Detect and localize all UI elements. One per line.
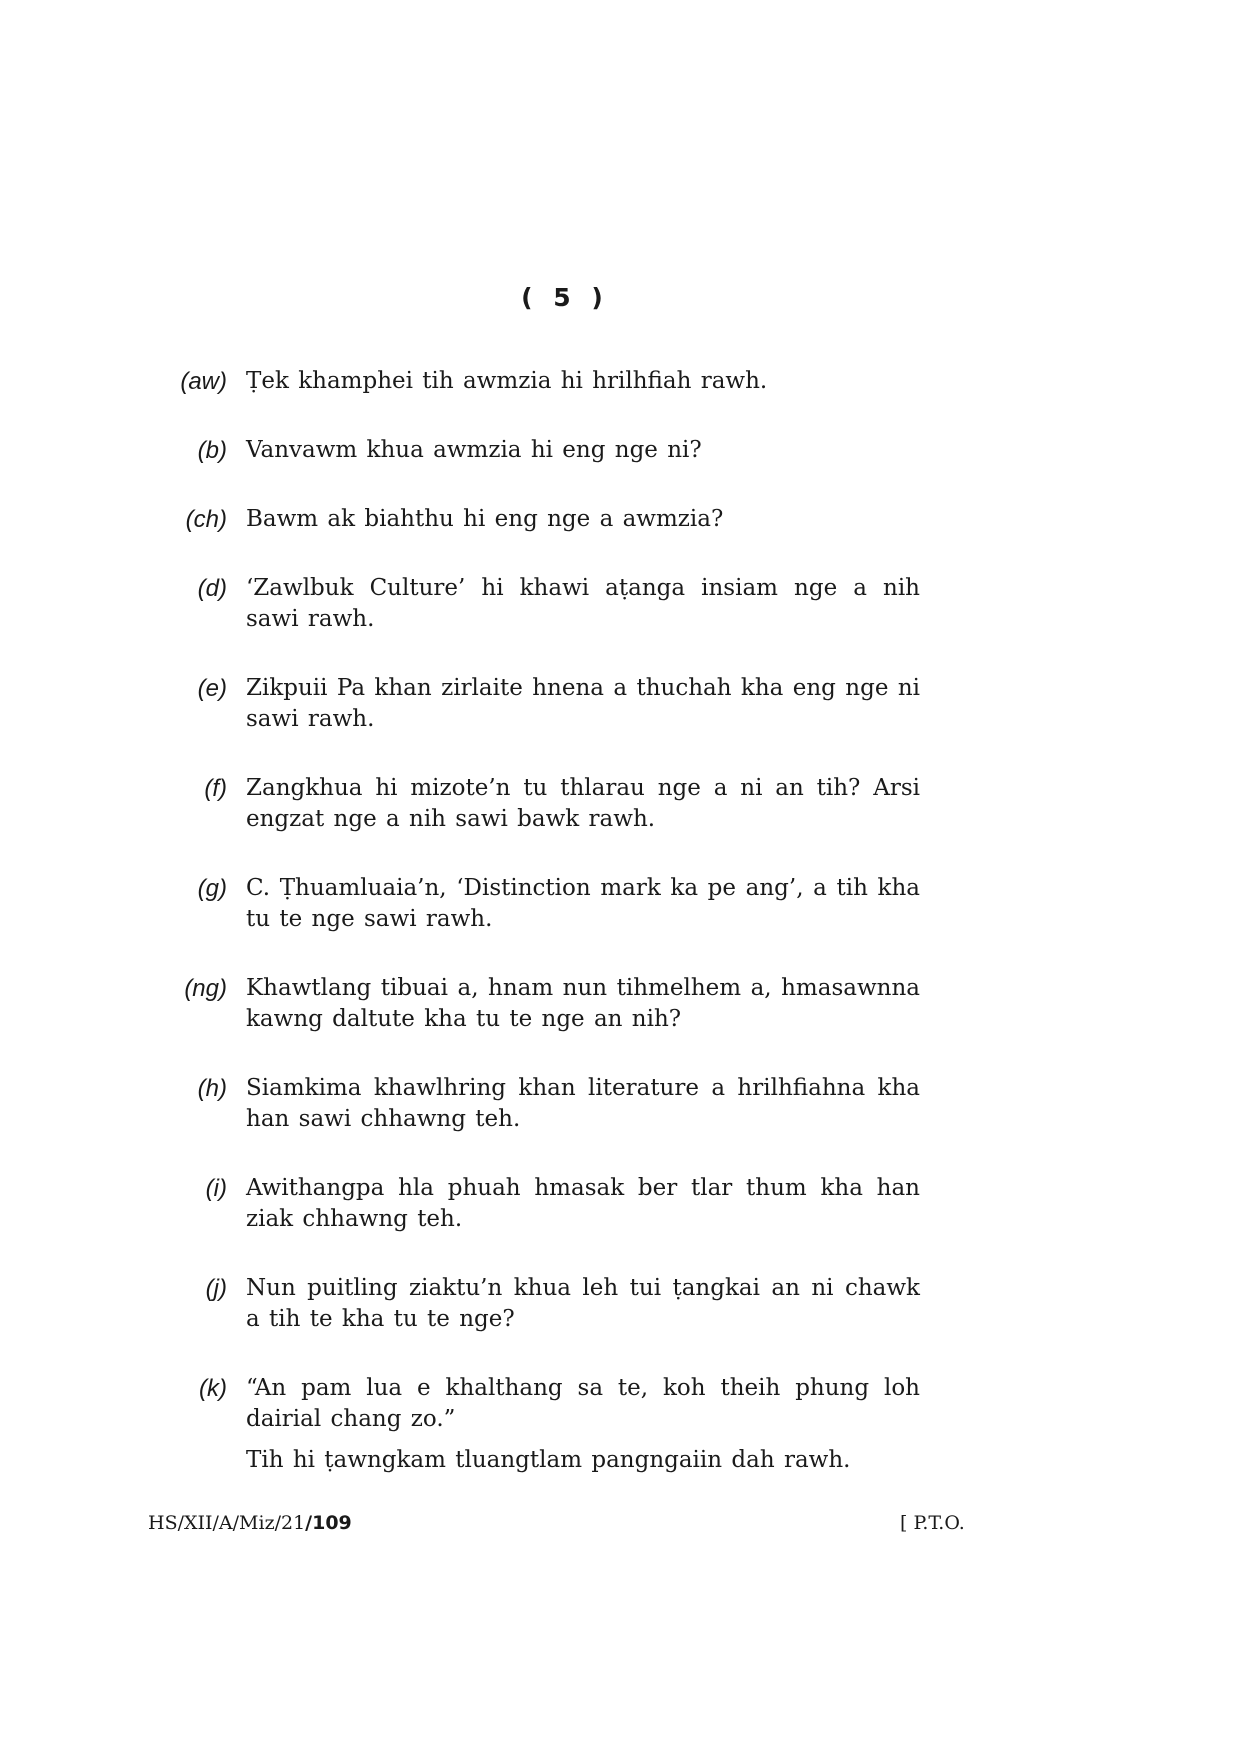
pto-label: [ P.T.O. (900, 1512, 965, 1534)
page-number: ( 5 ) (521, 283, 609, 312)
question-label: (f) (204, 775, 227, 802)
question-item (150, 1273, 920, 1335)
question-label: (e) (197, 675, 227, 702)
question-text: Khawtlang tibuai a, hnam nun tihmelhem a, hmasawnna kawng daltute kha tu te nge an nih? (246, 975, 920, 1032)
question-text: Siamkima khawlhring khan literature a hrilhfiahna kha han sawi chhawng teh. (246, 1075, 920, 1132)
question-text: Vanvawm khua awmzia hi eng nge ni? (246, 437, 702, 463)
question-label: (k) (199, 1375, 227, 1402)
question-text: Bawm ak biahthu hi eng nge a awmzia? (246, 506, 724, 532)
question-label: (h) (197, 1075, 227, 1102)
question-text: “An pam lua e khalthang sa te, koh theih phung loh dairial chang zo.” (246, 1375, 920, 1432)
paper-code-suffix: /109 (305, 1512, 352, 1534)
question-item (150, 873, 920, 935)
question-item (150, 504, 920, 535)
paper-code (148, 1512, 352, 1534)
question-text: C. Ṭhuamluaia’n, ‘Distinction mark ka pe ang’, a tih kha tu te nge sawi rawh. (246, 875, 920, 932)
question-item (150, 1173, 920, 1235)
question-label: (aw) (180, 368, 227, 395)
question-label: (ng) (184, 975, 227, 1002)
question-label: (b) (197, 437, 227, 464)
question-text: Zikpuii Pa khan zirlaite hnena a thuchah kha eng nge ni sawi rawh. (246, 675, 920, 732)
question-text: Nun puitling ziaktu’n khua leh tui ṭangkai an ni chawk a tih te kha tu te nge? (246, 1275, 920, 1332)
question-instruction: Tih hi ṭawngkam tluangtlam pangngaiin dah rawh. (246, 1447, 851, 1473)
question-item (150, 1373, 920, 1476)
question-text: Zangkhua hi mizote’n tu thlarau nge a ni an tih? Arsi engzat nge a nih sawi bawk rawh. (246, 775, 920, 832)
question-label: (d) (197, 575, 227, 602)
question-text: Ṭek khamphei tih awmzia hi hrilhfiah rawh. (246, 368, 768, 394)
question-text: Awithangpa hla phuah hmasak ber tlar thum kha han ziak chhawng teh. (246, 1175, 920, 1232)
question-text: ‘Zawlbuk Culture’ hi khawi aṭanga insiam nge a nih sawi rawh. (246, 575, 920, 632)
question-label: (ch) (185, 506, 227, 533)
question-item (150, 435, 920, 466)
paper-code-prefix: HS/XII/A/Miz/21 (148, 1512, 306, 1534)
question-label: (i) (205, 1175, 227, 1202)
question-list (150, 366, 920, 1514)
question-item (150, 1073, 920, 1135)
question-item (150, 573, 920, 635)
question-item (150, 773, 920, 835)
question-body (246, 1373, 920, 1476)
question-item (150, 973, 920, 1035)
question-item (150, 673, 920, 735)
question-item (150, 366, 920, 397)
question-label: (j) (205, 1275, 227, 1302)
question-label: (g) (197, 875, 227, 902)
